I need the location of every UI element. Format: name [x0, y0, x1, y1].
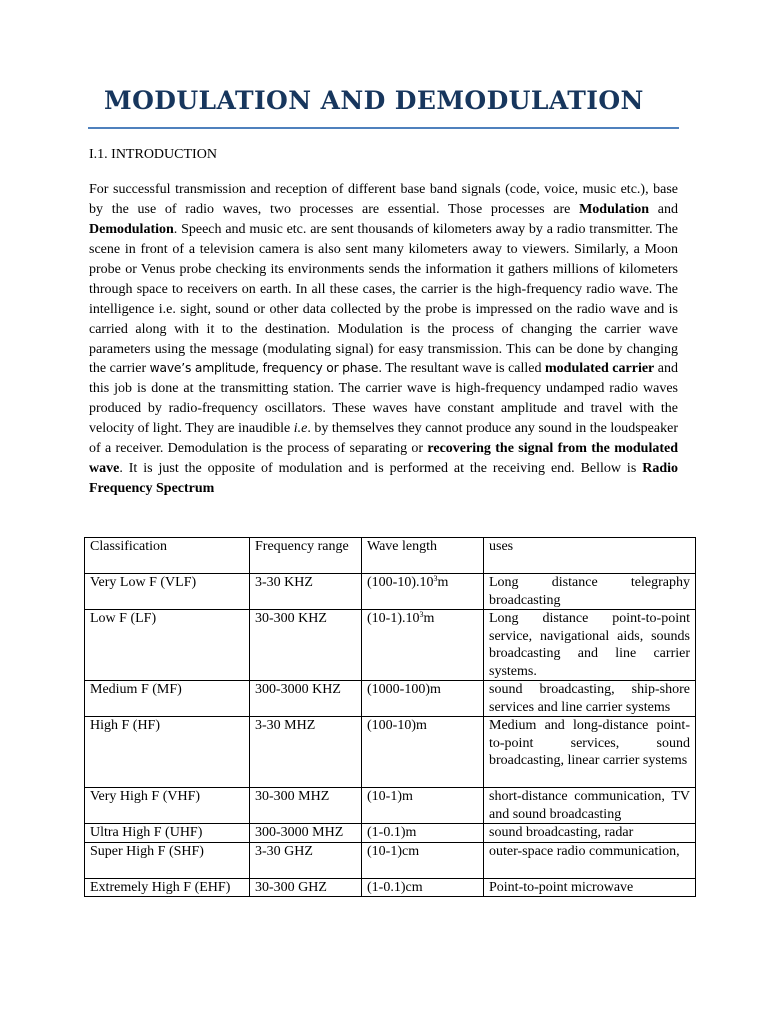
intro-text: For successful transmission and reception of different base band signals (code, voice, music etc.), base by the use of radio waves, two processes are essential. Those processes are [89, 182, 678, 217]
header-wave-length: Wave length [362, 538, 484, 574]
cell-wavelength: (1-0.1)cm [362, 878, 484, 897]
bold-term-demodulation: Demodulation [89, 221, 174, 237]
table-row [85, 878, 696, 897]
cell-classification: Ultra High F (UHF) [85, 824, 250, 843]
intro-paragraph [89, 180, 678, 499]
cell-wavelength: (10-1)m [362, 788, 484, 824]
table-row [85, 824, 696, 843]
cell-uses: Point-to-point microwave [484, 878, 696, 897]
wavelength-value: (10-1).10 [367, 611, 420, 626]
cell-frequency: 300-3000 KHZ [250, 681, 362, 717]
title-underline [88, 127, 679, 129]
table-row [85, 574, 696, 610]
cell-classification: Very Low F (VLF) [85, 574, 250, 610]
cell-uses: outer-space radio communication, [484, 842, 696, 878]
wavelength-value: (100-10).10 [367, 575, 434, 590]
cell-wavelength: (100-10)m [362, 717, 484, 788]
wavelength-unit: m [423, 611, 435, 626]
cell-uses: short-distance communication, TV and sound broadcasting [484, 788, 696, 824]
cell-wavelength: (1000-100)m [362, 681, 484, 717]
table-row [85, 788, 696, 824]
intro-text: . Speech and music etc. are sent thousands of kilometers away by a radio transmitter. The scene in front of a television camera is also sent many kilometers away to viewers. Similarly, a Moon probe or Venus probe checking its environments sends the information it gathers millions of kilometers through space to receivers on earth. In all these cases, the carrier is the high-frequency radio wave. The intelligence i.e. sight, sound or other data collected by the probe is impressed on the radio wave and is carried along with it to the destination. Modulation is the process of changing the carrier wave parameters using the message (modulating signal) for easy transmission. This can be done by changing the carrier [89, 221, 678, 377]
header-classification: Classification [85, 538, 250, 574]
cell-uses: Medium and long-distance point-to-point services, sound broadcasting, linear carrier systems [484, 717, 696, 788]
cell-classification: Low F (LF) [85, 610, 250, 681]
cell-uses: sound broadcasting, ship-shore services and line carrier systems [484, 681, 696, 717]
intro-text: and [649, 201, 679, 217]
cell-classification: Super High F (SHF) [85, 842, 250, 878]
intro-text: . by themselves they cannot produce any sound in the loudspeaker of a receiver. Demodulation is the process of separating or [89, 421, 678, 457]
table-row [85, 610, 696, 681]
table-row [85, 681, 696, 717]
cell-frequency: 30-300 MHZ [250, 788, 362, 824]
radio-frequency-spectrum-table [84, 537, 696, 897]
cell-uses: sound broadcasting, radar [484, 824, 696, 843]
cell-frequency: 30-300 KHZ [250, 610, 362, 681]
bold-term-modulation: Modulation [579, 201, 650, 217]
bold-term-spectrum: Radio Frequency Spectrum [89, 461, 678, 497]
italic-ie: i.e [293, 421, 308, 437]
carrier-parameters-text: wave’s amplitude, frequency or phase. [149, 361, 382, 376]
table-header-row [85, 538, 696, 574]
intro-text: The resultant wave is called [381, 361, 546, 377]
cell-classification: Very High F (VHF) [85, 788, 250, 824]
wavelength-exponent: 3 [433, 574, 438, 583]
cell-classification: High F (HF) [85, 717, 250, 788]
table-row [85, 842, 696, 878]
cell-uses: Long distance telegraphy broadcasting [484, 574, 696, 610]
wavelength-unit: m [437, 575, 449, 590]
cell-wavelength [362, 610, 484, 681]
intro-text: and this job is done at the transmitting station. The carrier wave is high-frequency undamped radio waves produced by radio-frequency oscillators. These waves have constant amplitude and travel with the velocity of light. They are inaudible [89, 361, 678, 437]
intro-text: . It is just the opposite of modulation and is performed at the receiving end. Bellow is [119, 461, 643, 477]
cell-frequency: 3-30 GHZ [250, 842, 362, 878]
cell-classification: Extremely High F (EHF) [85, 878, 250, 897]
header-uses: uses [484, 538, 696, 574]
bold-term-modulated-carrier: modulated carrier [545, 361, 655, 377]
cell-wavelength [362, 574, 484, 610]
cell-uses: Long distance point-to-point service, navigational aids, sounds broadcasting and line carrier systems. [484, 610, 696, 681]
cell-classification: Medium F (MF) [85, 681, 250, 717]
table-row [85, 717, 696, 788]
cell-frequency: 3-30 MHZ [250, 717, 362, 788]
cell-wavelength: (1-0.1)m [362, 824, 484, 843]
page-title: MODULATION AND DEMODULATION [104, 86, 644, 115]
cell-frequency: 3-30 KHZ [250, 574, 362, 610]
bold-term-recovering-signal: recovering the signal from the modulated wave [89, 441, 679, 477]
header-frequency-range: Frequency range [250, 538, 362, 574]
cell-wavelength: (10-1)cm [362, 842, 484, 878]
wavelength-exponent: 3 [419, 610, 424, 619]
section-heading: I.1. INTRODUCTION [89, 147, 217, 162]
cell-frequency: 30-300 GHZ [250, 878, 362, 897]
cell-frequency: 300-3000 MHZ [250, 824, 362, 843]
